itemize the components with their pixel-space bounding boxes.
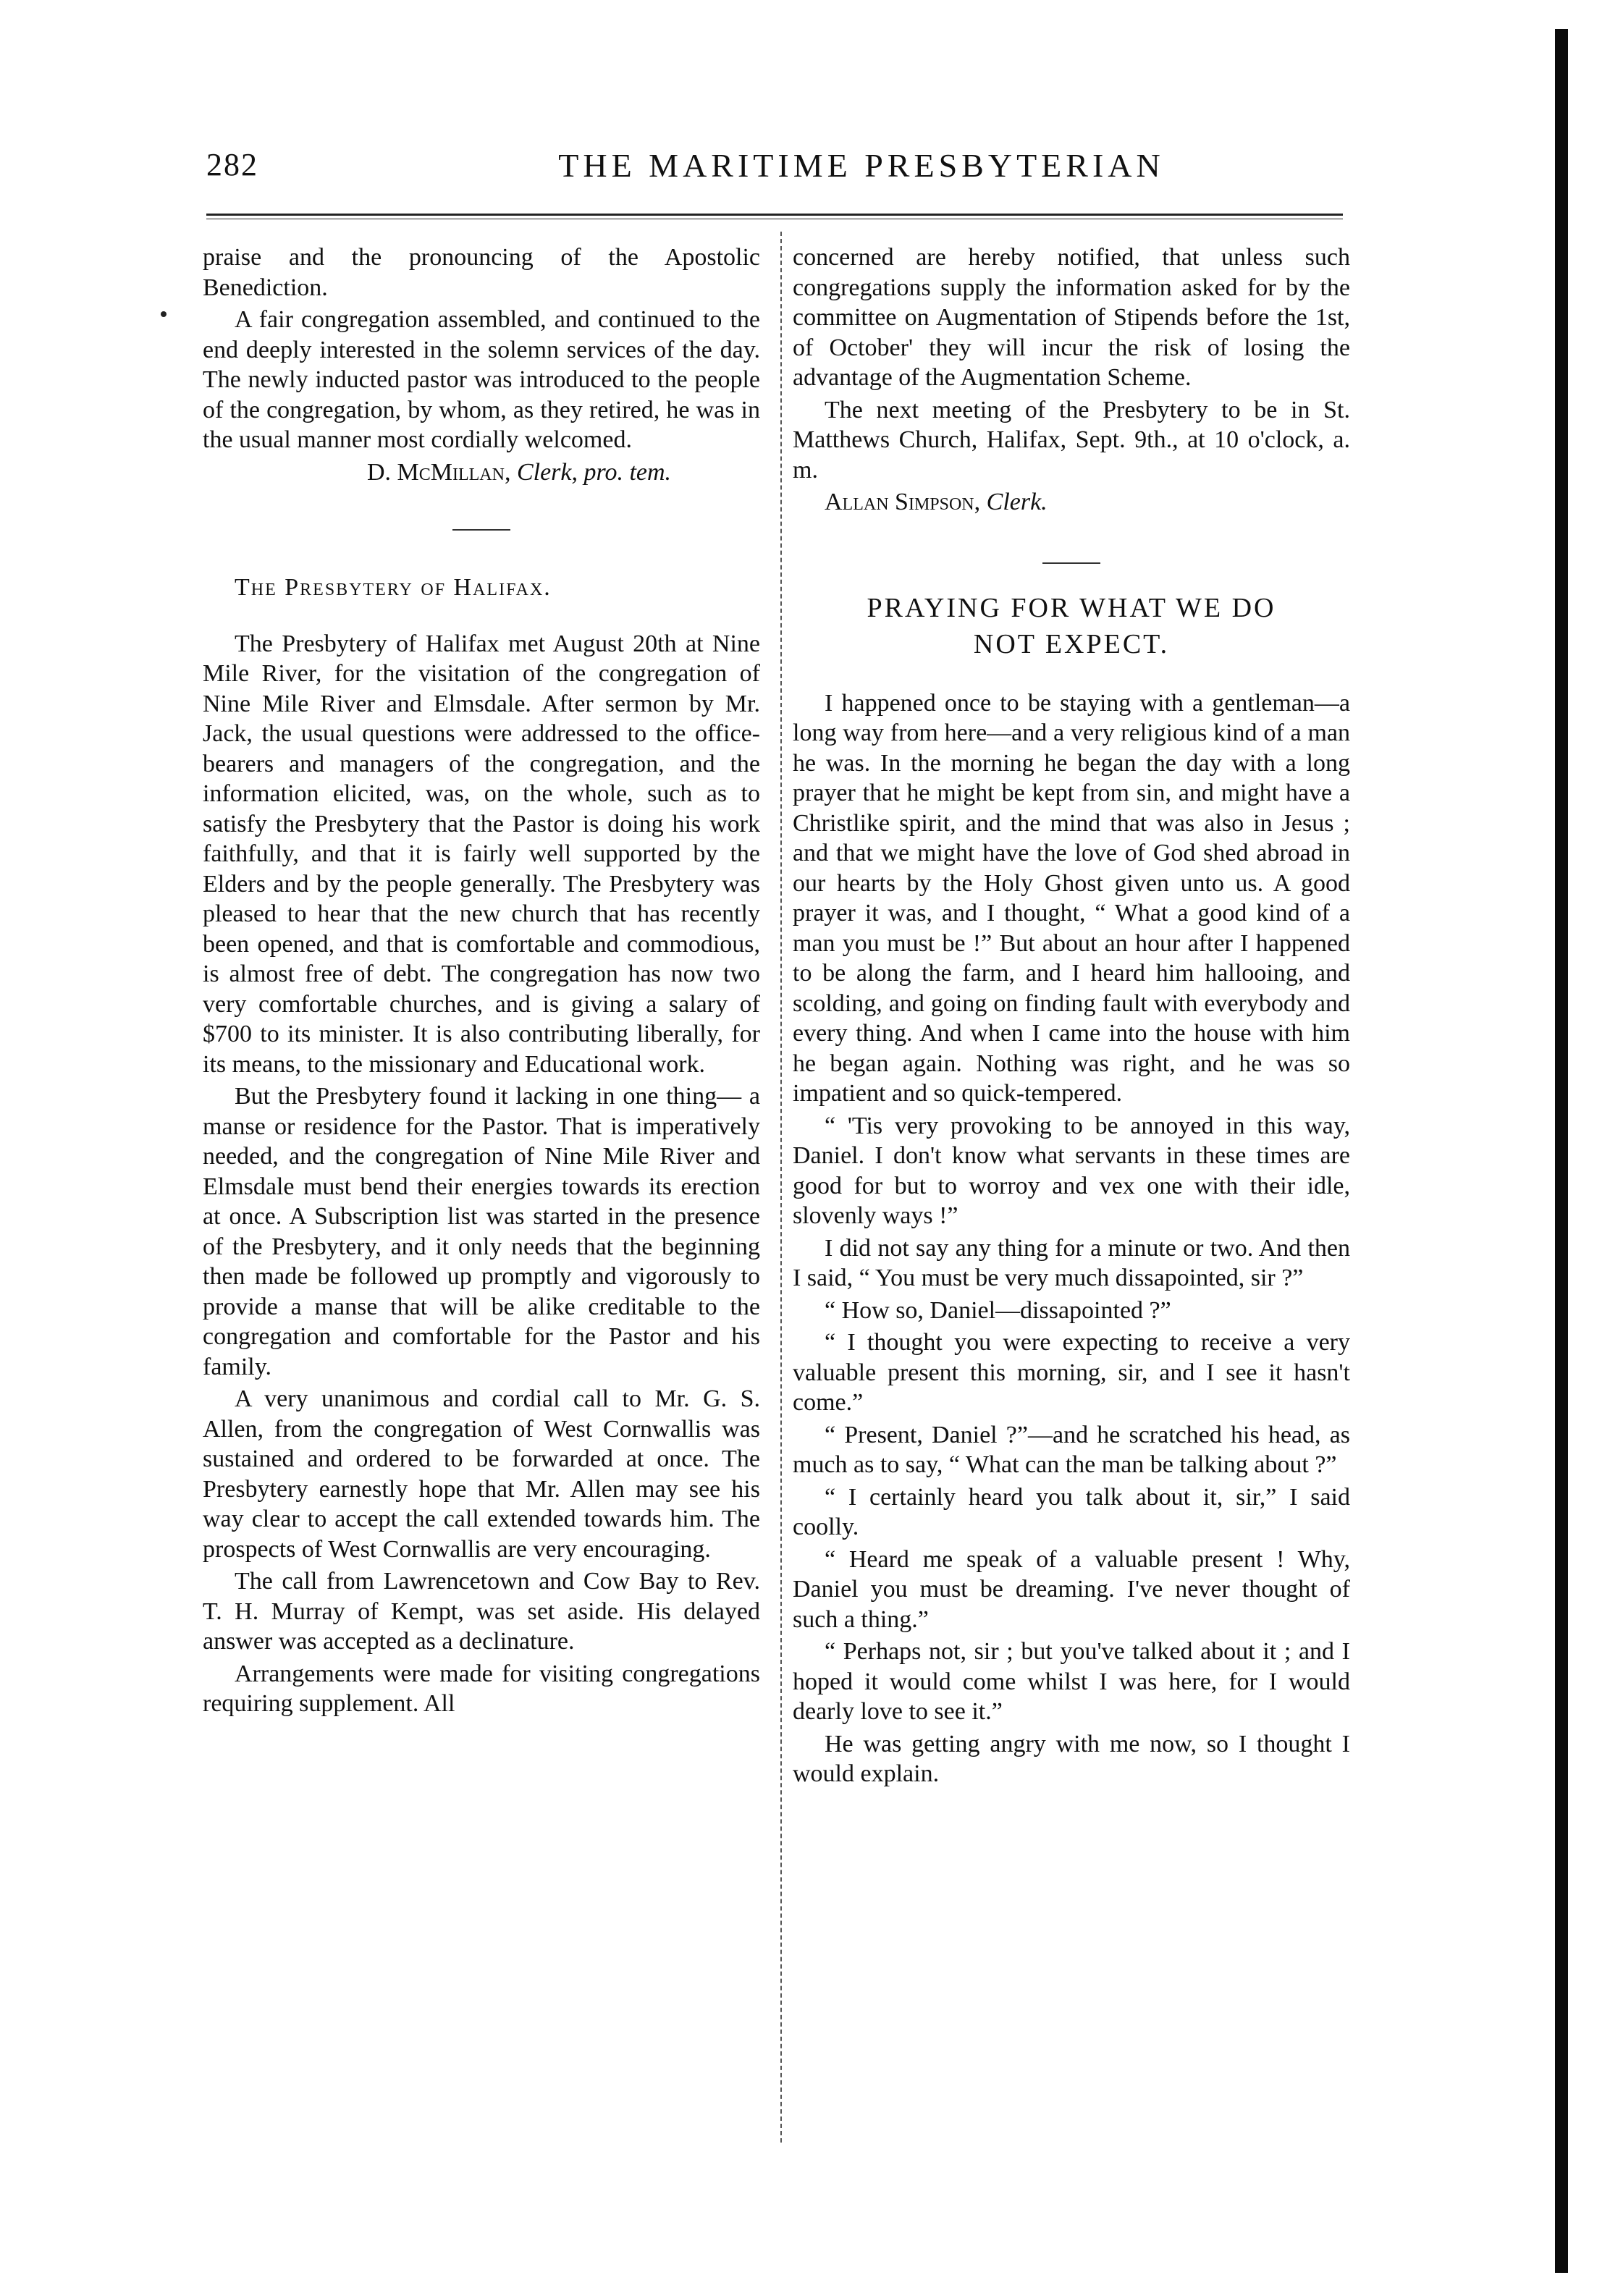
paragraph: The Presbytery of Halifax met August 20th at Nine Mile River, for the visitation of the congregation of Nine Mile River and Elmsdale. After sermon by Mr. Jack, the usual questions were addressed to the office-bearers and managers of the congregation, and the information elicited, was, on the whole, such as to satisfy the Presbytery that the Pastor is doing his work faithfully, and that it is fairly well supported by the Elders and by the people generally. The Presbytery was pleased to hear that the new church that has recently been opened, and that is comfortable and commodious, is almost free of debt. The congregation has now two very comfortable churches, and is giving a salary of $700 to its minister. It is also contributing liberally, for its means, to the missionary and Educational work. [203,630,760,1078]
paragraph: A fair congregation assembled, and continued to the end deeply interested in the solemn services of the day. The newly inducted pastor was introduced to the people of the congregation, by whom, as they retired, he was in the usual manner most cordially welcomed. [203,306,760,453]
paragraph: “ 'Tis very provoking to be annoyed in this way, Daniel. I don't know what servants in these times are good for but to worroy and vex one with their idle, slovenly ways !” [793,1112,1350,1229]
paragraph: “ Present, Daniel ?”—and he scratched his head, as much as to say, “ What can the man be talking about ?” [793,1421,1350,1478]
paragraph: The next meeting of the Presbytery to be in St. Matthews Church, Halifax, Sept. 9th., at 10 o'clock, a. m. [793,396,1350,484]
page-number: 282 [206,147,258,182]
running-title: THE MARITIME PRESBYTERIAN [558,147,1165,184]
clerk-signature [793,487,1350,518]
article-title-line: PRAYING FOR WHAT WE DO [867,592,1276,623]
section-heading: The Presbytery of Halifax. [235,574,552,601]
left-column [203,242,760,1719]
page-edge-bar [1555,29,1568,2273]
article-title [793,590,1350,662]
paragraph: Arrangements were made for visiting congregations requiring supplement. All [203,1660,760,1717]
paragraph: “ How so, Daniel—dissapointed ?” [825,1296,1171,1324]
signature-role: Clerk. [986,489,1048,515]
paragraph: “ Perhaps not, sir ; but you've talked about it ; and I hoped it would come whilst I was here, for I would dearly love to see it.” [793,1638,1350,1725]
signature-name: Allan Simpson, [825,489,981,515]
paragraph: “ Heard me speak of a valuable present ! Why, Daniel you must be dreaming. I've never thought of such a thing.” [793,1545,1350,1633]
paragraph: praise and the pronouncing of the Apostolic Benediction. [203,244,760,301]
paragraph: I happened once to be staying with a gentleman—a long way from here—and a very religious kind of a man he was. In the morning he began the day with a long prayer that he might be kept from sin, and might have a Christlike spirit, and the mind that was also in Jesus ; and that we might have the love of God shed abroad in our hearts by the Holy Ghost given unto us. A good prayer it was, and I thought, “ What a good kind of a man you must be !” But about an hour after I happened to be along the farm, and I heard him hallooing, and scolding, and going on finding fault with everybody and every thing. And when I came into the house with him he began again. Nothing was right, and he was so impatient and so quick-tempered. [793,689,1350,1107]
paragraph: “ I certainly heard you talk about it, sir,” I said coolly. [793,1483,1350,1540]
clerk-signature [246,457,760,488]
right-column [793,242,1350,1789]
paragraph: The call from Lawrencetown and Cow Bay to Rev. T. H. Murray of Kempt, was set aside. His delayed answer was accepted as a declinature. [203,1568,760,1655]
margin-mark [161,311,167,317]
paragraph: I did not say any thing for a minute or two. And then I said, “ You must be very much dissapointed, sir ?” [793,1234,1350,1291]
column-divider [780,232,782,2143]
signature-name: D. McMillan, [366,458,511,486]
paragraph: “ I thought you were expecting to receive a very valuable present this morning, sir, and I see it hasn't come.” [793,1329,1350,1416]
signature-role: Clerk, pro. tem. [516,458,672,486]
article-title-line: NOT EXPECT. [973,628,1170,659]
paragraph: A very unanimous and cordial call to Mr. G. S. Allen, from the congregation of West Cornwallis was sustained and ordered to be forwarded at once. The Presbytery earnestly hope that Mr. Allen may see his way clear to accept the call extended towards him. The prospects of West Cornwallis are very encouraging. [203,1385,760,1563]
paragraph: concerned are hereby notified, that unless such congregations supply the information asked for by the committee on Augmentation of Stipends before the 1st, of October' they will incur the risk of losing the advantage of the Augmentation Scheme. [793,244,1350,391]
page-header [206,143,1343,201]
paragraph: He was getting angry with me now, so I thought I would explain. [793,1730,1350,1787]
paragraph: But the Presbytery found it lacking in one thing— a manse or residence for the Pastor. That is imperatively needed, and the congregation of Nine Mile River and Elmsdale must bend their energies towards its erection at once. A Subscription list was started in the presence of the Presbytery, and it only needs that the beginning then made be followed up promptly and vigorously to provide a manse that will be alike creditable to the congregation and comfortable for the Pastor and his family. [203,1083,760,1380]
header-rule [206,214,1343,219]
